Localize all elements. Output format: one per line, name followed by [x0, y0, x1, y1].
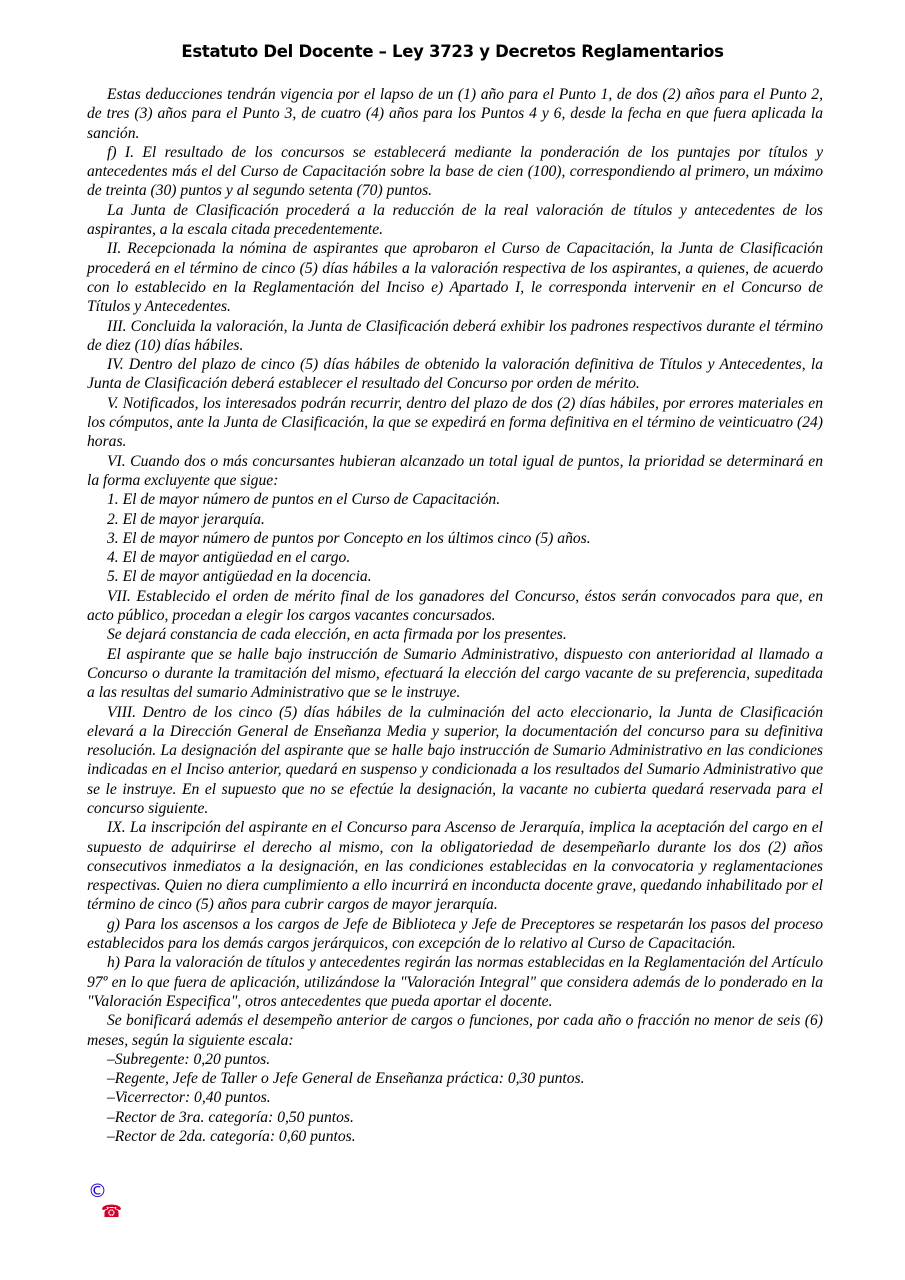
- paragraph: h) Para la valoración de títulos y antecedentes regirán las normas establecidas en la Reglamentación del Artículo 97º en lo que fuera de aplicación, utilizándose la "Valoración Integral" que considera además de lo ponderado en la "Valoración Especifica", otros antecedentes que pueda aportar el docente.: [87, 954, 823, 1010]
- paragraph: II. Recepcionada la nómina de aspirantes que aprobaron el Curso de Capacitación, la Junta de Clasificación procederá en el término de cinco (5) días hábiles a la valoración respectiva de los aspirantes, a quienes, de acuerdo con lo establecido en la Reglamentación del Inciso e) Apartado I, le corresponda intervenir en el Concurso de Títulos y Antecedentes.: [87, 240, 823, 316]
- paragraph: Estas deducciones tendrán vigencia por el lapso de un (1) año para el Punto 1, de dos (2) años para el Punto 2, de tres (3) años para el Punto 3, de cuatro (4) años para los Puntos 4 y 6, desde la fecha en que fuera aplicada la sanción.: [87, 86, 823, 142]
- list-item: –Regente, Jefe de Taller o Jefe General de Enseñanza práctica: 0,30 puntos.: [107, 1070, 585, 1088]
- copyright-icon: ©: [88, 1180, 107, 1202]
- paragraph: III. Concluida la valoración, la Junta de Clasificación deberá exhibir los padrones respectivos durante el término de diez (10) días hábiles.: [87, 317, 823, 354]
- paragraph: VII. Establecido el orden de mérito final de los ganadores del Concurso, éstos serán convocados para que, en acto público, procedan a elegir los cargos vacantes concursados.: [87, 587, 823, 625]
- paragraph: V. Notificados, los interesados podrán recurrir, dentro del plazo de dos (2) días hábiles, por errores materiales en los cómputos, ante la Junta de Clasificación, la que se expedirá en forma definitiva en el término de veinticuatro (24) horas.: [87, 394, 823, 451]
- paragraph: El aspirante que se halle bajo instrucción de Sumario Administrativo, dispuesto con anterioridad al llamado a Concurso o durante la tramitación del mismo, efectuará la elección del cargo vacante de su preferencia, supeditada a las resultas del sumario Administrativo que se le instruye.: [87, 645, 823, 702]
- list-item: 2. El de mayor jerarquía.: [107, 510, 265, 528]
- paragraph: Se bonificará además el desempeño anterior de cargos o funciones, por cada año o fracción no menor de seis (6) meses, según la siguiente escala:: [87, 1012, 823, 1049]
- paragraph: g) Para los ascensos a los cargos de Jefe de Biblioteca y Jefe de Preceptores se respetarán los pasos del proceso establecidos para los demás cargos jerárquicos, con excepción de lo relativo al Curso de Capacitación.: [87, 915, 823, 953]
- page-footer: [88, 1180, 388, 1225]
- list-item: 4. El de mayor antigüedad en el cargo.: [107, 549, 351, 567]
- paragraph: IX. La inscripción del aspirante en el Concurso para Ascenso de Jerarquía, implica la aceptación del cargo en el supuesto de adquirirse el derecho al mismo, con la obligatoriedad de desempeñarlo durante los dos (2) años consecutivos inmediatos a la designación, en las condiciones establecidas en la convocatoria y reglamentaciones respectivas. Quien no diera cumplimiento a ello incurrirá en inconducta docente grave, quedando inhabilitado por el término de cinco (5) años para cubrir cargos de mayor jerarquía.: [87, 819, 823, 914]
- paragraph: La Junta de Clasificación procederá a la reducción de la real valoración de títulos y antecedentes de los aspirantes, a la escala citada precedentemente.: [87, 201, 823, 239]
- list-item: 1. El de mayor número de puntos en el Curso de Capacitación.: [107, 491, 501, 509]
- paragraph: VIII. Dentro de los cinco (5) días hábiles de la culminación del acto eleccionario, la Junta de Clasificación elevará a la Dirección General de Enseñanza Media y superior, la documentación del concurso para su definitiva resolución. La designación del aspirante que se halle bajo instrucción de Sumario Administrativo en las condiciones indicadas en el Inciso anterior, quedará en suspenso y condicionada a los resultados del Sumario Administrativo que se le instruye. En el supuesto que no se efectúe la designación, la vacante no cubierta quedará reservada para el concurso siguiente.: [87, 703, 823, 817]
- phone-icon: ☎: [101, 1202, 123, 1222]
- list-item: 5. El de mayor antigüedad en la docencia.: [107, 568, 372, 586]
- paragraph: f) I. El resultado de los concursos se establecerá mediante la ponderación de los puntajes por títulos y antecedentes más el del Curso de Capacitación sobre la base de cien (100), correspondiendo al primero, un máximo de treinta (30) puntos y al segundo setenta (70) puntos.: [87, 143, 823, 200]
- list-item: –Subregente: 0,20 puntos.: [107, 1050, 271, 1068]
- list-item: –Rector de 2da. categoría: 0,60 puntos.: [107, 1128, 356, 1146]
- page-header-title: Estatuto Del Docente – Ley 3723 y Decretos Reglamentarios: [181, 42, 724, 61]
- list-item: 3. El de mayor número de puntos por Concepto en los últimos cinco (5) años.: [107, 529, 591, 547]
- list-item: –Vicerrector: 0,40 puntos.: [107, 1089, 271, 1107]
- document-body: [87, 85, 823, 1146]
- paragraph: Se dejará constancia de cada elección, en acta firmada por los presentes.: [107, 626, 567, 644]
- paragraph: IV. Dentro del plazo de cinco (5) días hábiles de obtenido la valoración definitiva de Títulos y Antecedentes, la Junta de Clasificación deberá establecer el resultado del Concurso por orden de mérito.: [87, 356, 823, 393]
- paragraph: VI. Cuando dos o más concursantes hubieran alcanzado un total igual de puntos, la prioridad se determinará en la forma excluyente que sigue:: [87, 452, 823, 489]
- list-item: –Rector de 3ra. categoría: 0,50 puntos.: [107, 1108, 354, 1126]
